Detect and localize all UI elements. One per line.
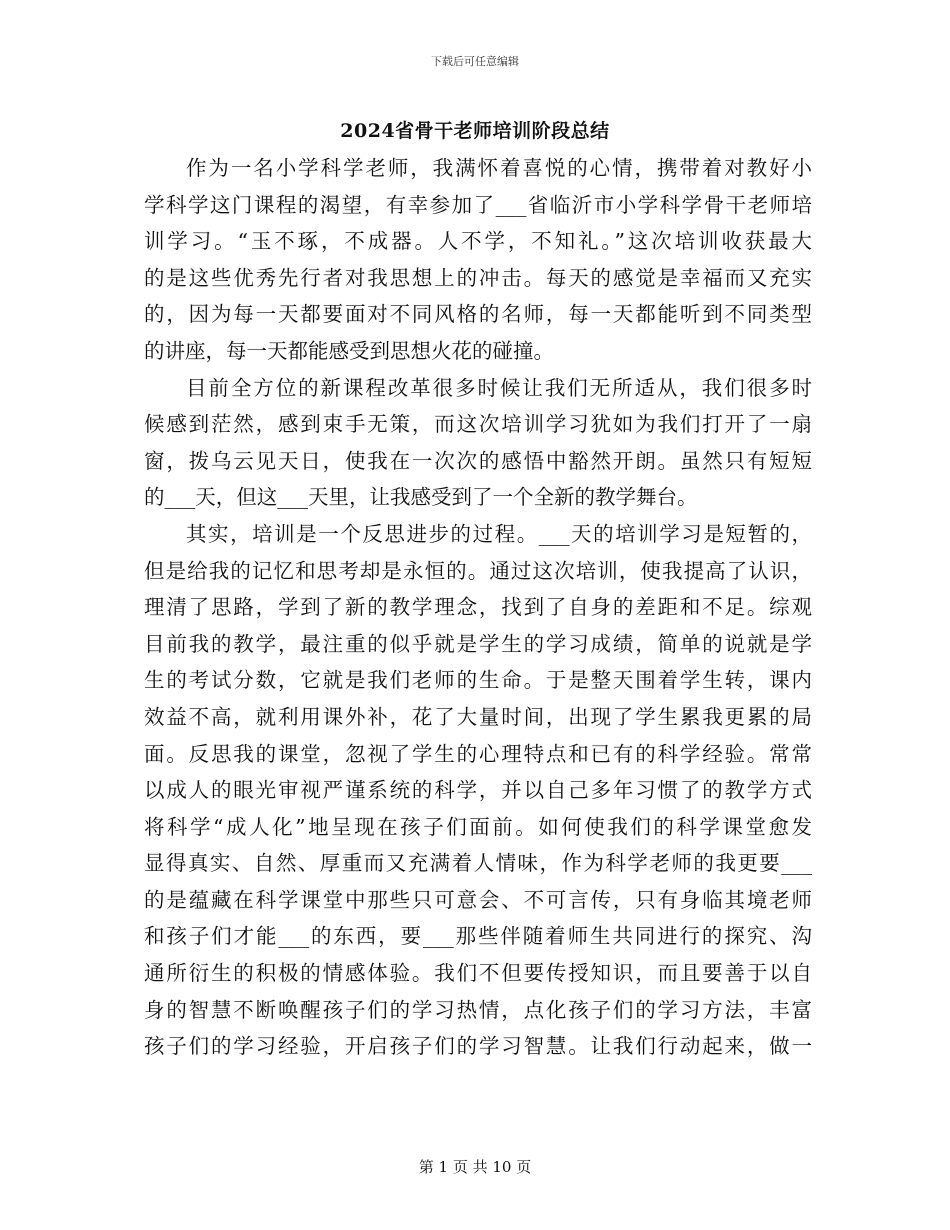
paragraph-line: 目前全方位的新课程改革很多时候让我们无所适从，我们很多时 (186, 375, 812, 400)
paragraph-line: 其实，培训是一个反思进步的过程。___天的培训学习是短暂的， (186, 521, 812, 546)
paragraph-line: 的是这些优秀先行者对我思想上的冲击。每天的感觉是幸福而又充实 (144, 265, 812, 290)
paragraph-line: 但是给我的记忆和思考却是永恒的。通过这次培训，使我提高了认识， (144, 558, 812, 583)
paragraph-line: 和孩子们才能___的东西，要___那些伴随着师生共同进行的探究、沟 (144, 924, 812, 949)
paragraph-line: 候感到茫然，感到束手无策，而这次培训学习犹如为我们打开了一扇 (144, 412, 812, 437)
header-note: 下载后可任意编辑 (431, 55, 519, 68)
paragraph-line: 目前我的教学，最注重的似乎就是学生的学习成绩，简单的说就是学 (144, 631, 812, 656)
paragraph-line: 学科学这门课程的渴望，有幸参加了___省临沂市小学科学骨干老师培 (144, 192, 812, 217)
paragraph-line: 通所衍生的积极的情感体验。我们不但要传授知识，而且要善于以自 (144, 961, 812, 986)
paragraph-line: 的，因为每一天都要面对不同风格的名师，每一天都能听到不同类型 (144, 302, 812, 327)
paragraph-line: 身的智慧不断唤醒孩子们的学习热情，点化孩子们的学习方法，丰富 (144, 997, 812, 1022)
paragraph-line: 训学习。“玉不琢，不成器。人不学，不知礼。”这次培训收获最大 (144, 229, 812, 254)
paragraph-line: 将科学“成人化”地呈现在孩子们面前。如何使我们的科学课堂愈发 (144, 814, 812, 839)
paragraph-line: 作为一名小学科学老师，我满怀着喜悦的心情，携带着对教好小 (186, 156, 812, 180)
paragraph-line: 窗，拨乌云见天日，使我在一次次的感悟中豁然开朗。虽然只有短短 (144, 448, 812, 473)
page-number: 第 1 页 共 10 页 (418, 1158, 532, 1176)
document-title: 2024省骨干老师培训阶段总结 (340, 120, 610, 142)
paragraph-line: 生的考试分数，它就是我们老师的生命。于是整天围着学生转，课内 (144, 668, 812, 693)
document-body (144, 150, 812, 1065)
paragraph-line: 以成人的眼光审视严谨系统的科学，并以自己多年习惯了的教学方式 (144, 778, 812, 803)
paragraph-line: 的讲座，每一天都能感受到思想火花的碰撞。 (144, 338, 554, 363)
paragraph-line: 显得真实、自然、厚重而又充满着人情味，作为科学老师的我更要___ (144, 851, 812, 876)
paragraph-line: 效益不高，就利用课外补，花了大量时间，出现了学生累我更累的局 (144, 704, 812, 729)
paragraph-line: 面。反思我的课堂，忽视了学生的心理特点和已有的科学经验。常常 (144, 741, 812, 766)
paragraph-line: 孩子们的学习经验，开启孩子们的学习智慧。让我们行动起来，做一 (144, 1034, 812, 1059)
paragraph-line: 理清了思路，学到了新的教学理念，找到了自身的差距和不足。综观 (144, 595, 812, 620)
paragraph-line: 的___天，但这___天里，让我感受到了一个全新的教学舞台。 (144, 485, 698, 510)
paragraph-line: 的是蕴藏在科学课堂中那些只可意会、不可言传，只有身临其境老师 (144, 887, 812, 912)
